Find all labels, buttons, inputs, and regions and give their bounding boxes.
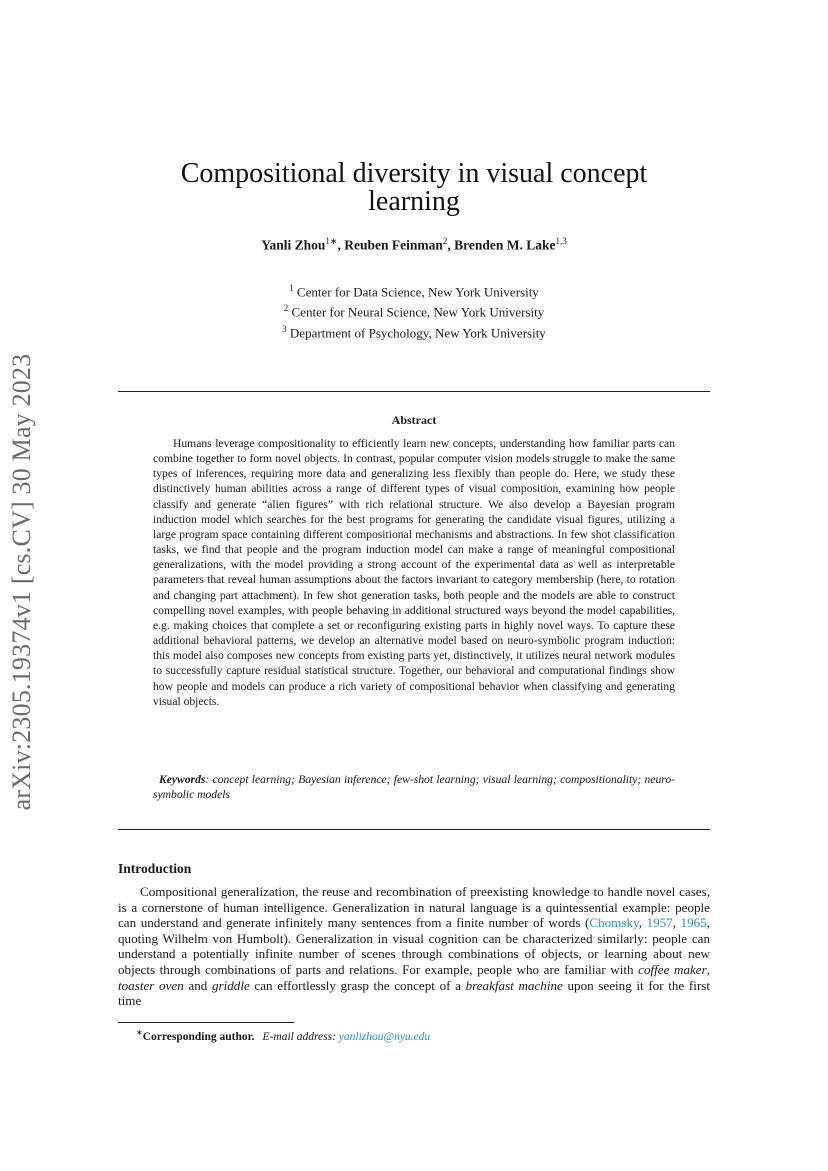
affiliation: Department of Psychology, New York University — [289, 324, 546, 340]
intro-text: upon seeing it for the first time — [118, 977, 710, 1009]
abstract-heading: Abstract — [391, 413, 437, 427]
emphasis: coffee maker — [638, 961, 707, 977]
intro-text: can effortlessly grasp the concept of a — [249, 977, 466, 993]
intro-text: , quoting Wilhelm von Humbolt). Generalization in visual cognition can be characterized similarly: people can understand a potentially infinite number of scenes through combinations of objects, or learning about new objects through combinations of parts and relations. For example, people who are familiar with — [118, 915, 711, 977]
abstract-bottom-rule — [118, 829, 710, 830]
citation-link[interactable]: 1957 — [646, 915, 673, 931]
author-list: Yanli Zhou$^{1∗}$, Reuben Feinman$^2$, Brenden M. Lake$^{1,3}$ — [261, 236, 567, 253]
emphasis: breakfast machine — [465, 977, 563, 993]
citation-link[interactable]: 1965 — [680, 915, 707, 931]
title-line-2: learning — [368, 186, 460, 217]
email-link[interactable]: yanlizhou@nyu.edu — [338, 1030, 431, 1043]
affiliation: Center for Data Science, New York University — [296, 284, 539, 300]
paper-title — [118, 160, 710, 216]
keywords-text: : concept learning; Bayesian inference; few-shot learning; visual learning; compositionality; neuro-symbolic models — [153, 773, 675, 802]
affiliation-sup: 1 — [289, 283, 294, 293]
intro-text: , — [672, 915, 681, 931]
citation-link[interactable]: Chomsky — [589, 915, 639, 931]
author-sup: 2 — [442, 236, 448, 246]
affiliation-sup: 3 — [282, 323, 287, 334]
emphasis: griddle — [211, 977, 250, 993]
footnote-rule — [118, 1022, 294, 1023]
arxiv-identifier: arXiv:2305.19374v1 [cs.CV] 30 May 2023 — [7, 353, 36, 811]
intro-text: Compositional generalization, the reuse and recombination of preexisting knowledge to handle novel cases, is a cornerstone of human intelligence. Generalization in natural language is a quintessential example: people can understand and generate infinitely many sentences from a finite number of words ( — [118, 884, 710, 931]
footnote-mark: ∗ — [136, 1028, 143, 1037]
footnote — [136, 1026, 430, 1044]
arxiv-stamp — [7, 100, 41, 811]
author-name: Brenden M. Lake — [454, 237, 556, 253]
keywords-label: Keywords — [159, 773, 206, 786]
title-line-1: Compositional diversity in visual concept — [180, 158, 648, 189]
intro-text: and — [183, 977, 212, 993]
author-sup: 1∗ — [325, 236, 338, 246]
introduction-paragraph — [118, 884, 710, 1009]
abstract-text: Humans leverage compositionality to efficiently learn new concepts, understanding how familiar parts can combine together to form novel objects. In contrast, popular computer vision models struggle to make the same types of inferences, requiring more data and generalizing less flexibly than people do. Here, we study these distinctively human abilities across a range of different types of visual composition, examining how people classify and generate “alien figures” with rich relational structure. We also develop a Bayesian program induction model which searches for the best programs for generating the candidate visual figures, utilizing a large program space containing different compositional mechanisms and abstractions. In few shot classification tasks, we find that people and the program induction model can make a range of meaningful compositional generalizations, with the model providing a strong account of the experimental data as well as interpretable parameters that reveal human assumptions about the factors invariant to category membership (here, to rotation and changing part attachment). In few shot generation tasks, both people and the models are able to construct compelling novel examples, with people behaving in additional structured ways beyond the model capabilities, e.g. making choices that complete a set or reconfiguring existing parts in highly novel ways. To capture these additional behavioral patterns, we develop an alternative model based on neuro-symbolic program induction: this model also composes new concepts from existing parts yet, distinctively, it utilizes neural network modules to successfully capture residual statistical structure. Together, our behavioral and computational findings show how people and models can produce a rich variety of compositional behavior when classifying and generating visual objects. — [153, 437, 675, 708]
abstract-top-rule — [118, 391, 710, 392]
affiliations — [118, 280, 710, 341]
footnote-email-label: E-mail address: — [262, 1030, 336, 1043]
intro-text: , — [638, 915, 647, 931]
intro-text: , — [706, 961, 711, 977]
author-sup: 1,3 — [555, 236, 567, 246]
keywords — [153, 772, 675, 802]
affiliation-sup: 2 — [283, 303, 289, 314]
affiliation: Center for Neural Science, New York University — [291, 304, 545, 320]
footnote-label: Corresponding author. — [142, 1030, 255, 1043]
author-name: Reuben Feinman — [344, 237, 443, 253]
emphasis: toaster oven — [118, 977, 184, 993]
author-name: Yanli Zhou — [261, 237, 326, 253]
section-heading-introduction: Introduction — [118, 861, 192, 876]
